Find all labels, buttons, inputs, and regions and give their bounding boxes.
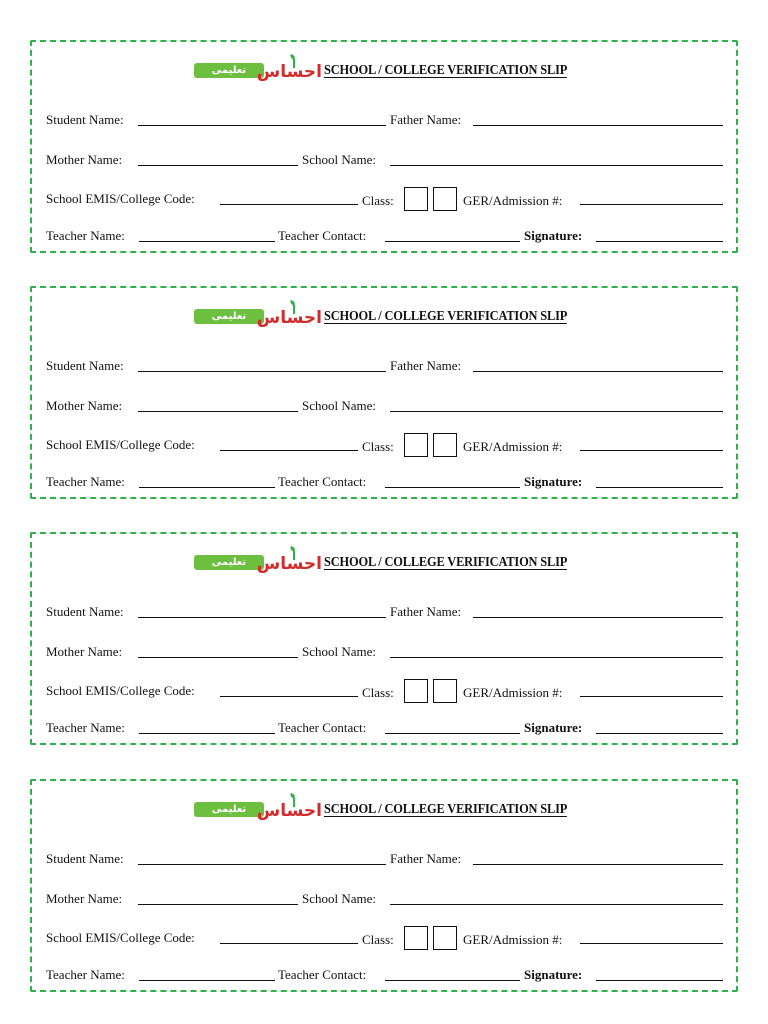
verification-slip-2 [30, 286, 738, 499]
slip-header [194, 795, 594, 830]
mother-school-row [46, 885, 726, 907]
leaf-icon [288, 793, 300, 807]
leaf-icon [288, 546, 300, 560]
signature-field[interactable] [596, 487, 723, 488]
student-name-label: Student Name: [46, 604, 124, 619]
ger-admission-label: GER/Admission #: [463, 685, 563, 700]
father-name-label: Father Name: [390, 358, 462, 373]
teacher-name-label: Teacher Name: [46, 967, 125, 982]
student-name-field[interactable] [138, 371, 386, 372]
school-name-label: School Name: [302, 891, 377, 906]
father-name-field[interactable] [473, 617, 723, 618]
school-emis-field[interactable] [220, 943, 358, 944]
ehsaas-brand-text: احساس [256, 554, 322, 574]
teacher-name-field[interactable] [139, 487, 275, 488]
mother-name-label: Mother Name: [46, 152, 123, 167]
ehsaas-brand-text: احساس [256, 62, 322, 82]
ehsaas-logo [194, 304, 322, 337]
slip-title: SCHOOL / COLLEGE VERIFICATION SLIP [324, 554, 568, 569]
ger-admission-field[interactable] [580, 450, 723, 451]
mother-school-row [46, 638, 726, 660]
mother-school-row [46, 146, 726, 168]
class-box-1[interactable] [404, 926, 428, 950]
mother-school-row [46, 392, 726, 414]
student-name-field[interactable] [138, 125, 386, 126]
school-name-field[interactable] [390, 411, 723, 412]
ger-admission-field[interactable] [580, 943, 723, 944]
leaf-icon [288, 300, 300, 314]
slip-header [194, 548, 594, 583]
student-father-row [46, 106, 726, 128]
teacher-name-label: Teacher Name: [46, 228, 125, 243]
teacher-name-field[interactable] [139, 241, 275, 242]
verification-slip-3 [30, 532, 738, 745]
class-label: Class: [362, 439, 394, 454]
student-name-label: Student Name: [46, 358, 124, 373]
ger-admission-label: GER/Admission #: [463, 193, 563, 208]
mother-name-field[interactable] [138, 165, 298, 166]
teacher-row [46, 961, 726, 983]
verification-slip-1 [30, 40, 738, 253]
student-name-field[interactable] [138, 617, 386, 618]
school-emis-field[interactable] [220, 204, 358, 205]
teacher-row [46, 468, 726, 490]
school-emis-field[interactable] [220, 450, 358, 451]
emis-class-row [46, 431, 726, 453]
signature-label: Signature: [524, 474, 583, 489]
signature-field[interactable] [596, 241, 723, 242]
student-name-label: Student Name: [46, 112, 124, 127]
mother-name-label: Mother Name: [46, 398, 123, 413]
school-emis-label: School EMIS/College Code: [46, 437, 195, 452]
signature-field[interactable] [596, 980, 723, 981]
teacher-contact-label: Teacher Contact: [278, 720, 367, 735]
student-father-row [46, 598, 726, 620]
ger-admission-field[interactable] [580, 204, 723, 205]
emis-class-row [46, 924, 726, 946]
father-name-label: Father Name: [390, 851, 462, 866]
taleemi-wazaif-badge: تعلیمی وظائف [194, 802, 264, 817]
signature-label: Signature: [524, 720, 583, 735]
teacher-name-field[interactable] [139, 980, 275, 981]
ehsaas-logo [194, 58, 322, 91]
teacher-contact-label: Teacher Contact: [278, 474, 367, 489]
class-box-1[interactable] [404, 679, 428, 703]
verification-slip-4 [30, 779, 738, 992]
slip-header [194, 302, 594, 337]
student-father-row [46, 845, 726, 867]
slip-title: SCHOOL / COLLEGE VERIFICATION SLIP [324, 801, 568, 816]
school-name-field[interactable] [390, 165, 723, 166]
teacher-name-label: Teacher Name: [46, 474, 125, 489]
teacher-name-label: Teacher Name: [46, 720, 125, 735]
school-name-label: School Name: [302, 152, 377, 167]
emis-class-row [46, 677, 726, 699]
father-name-label: Father Name: [390, 604, 462, 619]
teacher-contact-field[interactable] [385, 980, 520, 981]
class-box-2[interactable] [433, 926, 457, 950]
father-name-field[interactable] [473, 864, 723, 865]
class-label: Class: [362, 193, 394, 208]
class-box-1[interactable] [404, 187, 428, 211]
ehsaas-brand-text: احساس [256, 801, 322, 821]
class-box-1[interactable] [404, 433, 428, 457]
teacher-contact-field[interactable] [385, 733, 520, 734]
ehsaas-logo [194, 550, 322, 583]
signature-label: Signature: [524, 228, 583, 243]
teacher-name-field[interactable] [139, 733, 275, 734]
father-name-field[interactable] [473, 125, 723, 126]
father-name-label: Father Name: [390, 112, 462, 127]
teacher-contact-field[interactable] [385, 487, 520, 488]
emis-class-row [46, 185, 726, 207]
class-label: Class: [362, 932, 394, 947]
slip-title: SCHOOL / COLLEGE VERIFICATION SLIP [324, 308, 568, 323]
class-box-2[interactable] [433, 679, 457, 703]
mother-name-field[interactable] [138, 411, 298, 412]
school-name-field[interactable] [390, 904, 723, 905]
teacher-row [46, 714, 726, 736]
mother-name-field[interactable] [138, 904, 298, 905]
school-emis-label: School EMIS/College Code: [46, 191, 195, 206]
school-emis-field[interactable] [220, 696, 358, 697]
taleemi-wazaif-badge: تعلیمی وظائف [194, 309, 264, 324]
teacher-contact-label: Teacher Contact: [278, 228, 367, 243]
school-name-field[interactable] [390, 657, 723, 658]
school-name-label: School Name: [302, 644, 377, 659]
school-emis-label: School EMIS/College Code: [46, 683, 195, 698]
slip-header [194, 56, 594, 91]
father-name-field[interactable] [473, 371, 723, 372]
school-name-label: School Name: [302, 398, 377, 413]
school-emis-label: School EMIS/College Code: [46, 930, 195, 945]
teacher-contact-label: Teacher Contact: [278, 967, 367, 982]
slip-title: SCHOOL / COLLEGE VERIFICATION SLIP [324, 62, 568, 77]
leaf-icon [288, 54, 300, 68]
taleemi-wazaif-badge: تعلیمی وظائف [194, 555, 264, 570]
signature-label: Signature: [524, 967, 583, 982]
ger-admission-label: GER/Admission #: [463, 932, 563, 947]
ehsaas-logo [194, 797, 322, 830]
signature-field[interactable] [596, 733, 723, 734]
student-name-label: Student Name: [46, 851, 124, 866]
teacher-contact-field[interactable] [385, 241, 520, 242]
student-name-field[interactable] [138, 864, 386, 865]
student-father-row [46, 352, 726, 374]
mother-name-label: Mother Name: [46, 891, 123, 906]
ger-admission-label: GER/Admission #: [463, 439, 563, 454]
ger-admission-field[interactable] [580, 696, 723, 697]
class-label: Class: [362, 685, 394, 700]
teacher-row [46, 222, 726, 244]
taleemi-wazaif-badge: تعلیمی وظائف [194, 63, 264, 78]
class-box-2[interactable] [433, 433, 457, 457]
class-box-2[interactable] [433, 187, 457, 211]
mother-name-field[interactable] [138, 657, 298, 658]
mother-name-label: Mother Name: [46, 644, 123, 659]
ehsaas-brand-text: احساس [256, 308, 322, 328]
